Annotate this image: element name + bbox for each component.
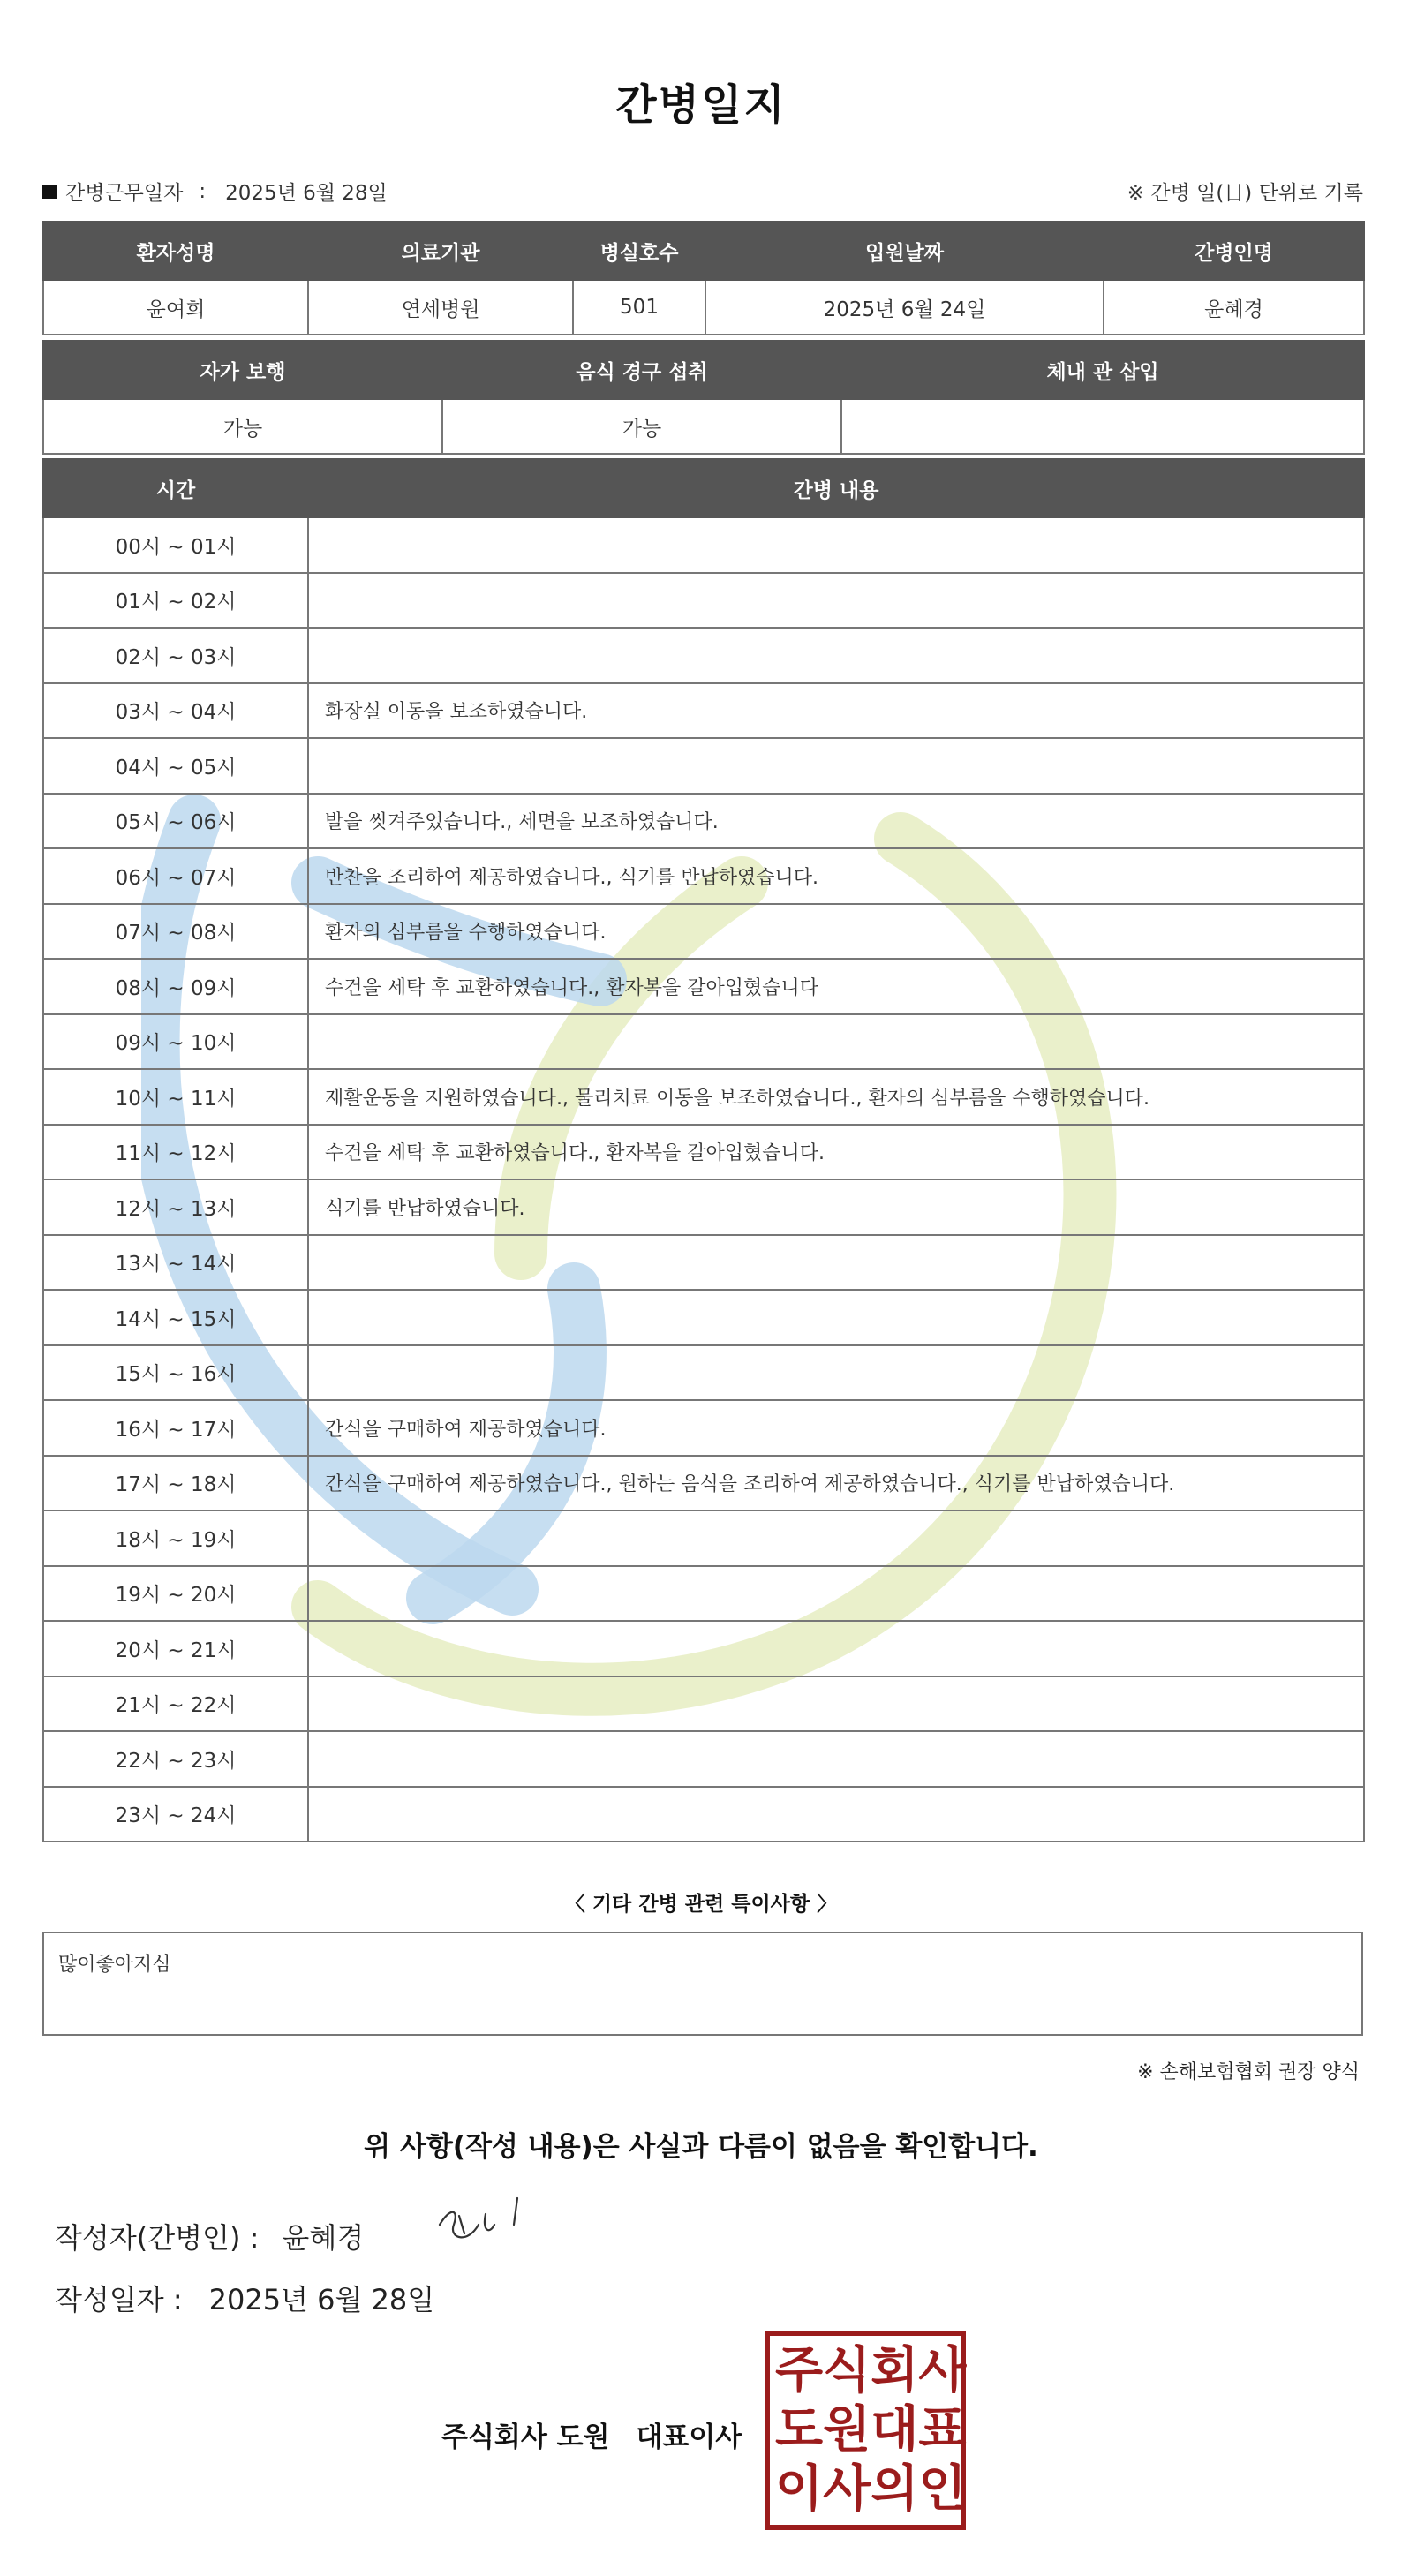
document-title: 간병일지 [615, 80, 787, 130]
care-content-cell [308, 1014, 1364, 1070]
care-log-row [43, 628, 1364, 683]
time-slot-cell: 21시 ~ 22시 [43, 1676, 308, 1732]
care-content-cell: 발을 씻겨주었습니다., 세면을 보조하였습니다. [308, 794, 1364, 849]
time-slot-cell: 09시 ~ 10시 [43, 1014, 308, 1070]
seal-character: 식 [823, 2341, 871, 2399]
patient-value-cell: 2025년 6월 24일 [705, 280, 1104, 335]
seal-character: 의 [871, 2460, 919, 2519]
care-content-cell: 간식을 구매하여 제공하였습니다., 원하는 음식을 조리하여 제공하였습니다., 식기를 반납하였습니다. [308, 1456, 1364, 1511]
care-log-row [43, 1235, 1364, 1291]
form-source-note: ※ 손해보험협회 권장 양식 [1137, 2061, 1360, 2083]
care-content-cell [308, 573, 1364, 629]
ability-value-row [43, 399, 1364, 454]
care-content-cell [308, 1621, 1364, 1676]
ability-header-cell: 체내 관 삽입 [841, 341, 1364, 399]
patient-header-cell: 환자성명 [43, 222, 308, 280]
care-log-row [43, 1676, 1364, 1732]
patient-header-cell: 간병인명 [1104, 222, 1364, 280]
time-slot-cell: 13시 ~ 14시 [43, 1235, 308, 1291]
care-log-row [43, 1510, 1364, 1566]
daily-record-note: ※ 간병 일(日) 단위로 기록 [1127, 182, 1363, 205]
care-content-cell [308, 1290, 1364, 1345]
time-slot-cell: 20시 ~ 21시 [43, 1621, 308, 1676]
ability-header-cell: 자가 보행 [43, 341, 442, 399]
patient-value-cell: 윤여희 [43, 280, 308, 335]
seal-character: 회 [871, 2341, 919, 2399]
written-date-row [55, 2278, 434, 2318]
care-log-row [43, 1621, 1364, 1676]
care-content-cell [308, 517, 1364, 573]
time-slot-cell: 07시 ~ 08시 [43, 904, 308, 960]
written-date-value: 2025년 6월 28일 [208, 2283, 435, 2316]
time-slot-cell: 19시 ~ 20시 [43, 1566, 308, 1622]
care-log-table [42, 458, 1365, 1842]
time-slot-cell: 22시 ~ 23시 [43, 1731, 308, 1787]
patient-header-row [43, 222, 1364, 280]
care-content-cell [308, 628, 1364, 683]
duty-date-label: 간병근무일자 [65, 182, 184, 205]
notes-box [42, 1932, 1363, 2036]
seal-character: 인 [918, 2460, 967, 2519]
ability-value-cell: 가능 [43, 399, 442, 454]
care-log-header-row [43, 459, 1364, 517]
patient-value-cell: 501 [573, 280, 705, 335]
care-log-row [43, 1345, 1364, 1401]
care-log-row [43, 1566, 1364, 1622]
care-log-row [43, 1125, 1364, 1180]
time-slot-cell: 04시 ~ 05시 [43, 738, 308, 794]
care-log-row [43, 1290, 1364, 1345]
handwritten-signature [433, 2189, 539, 2260]
care-content-cell: 반찬을 조리하여 제공하였습니다., 식기를 반납하였습니다. [308, 848, 1364, 904]
care-content-cell [308, 738, 1364, 794]
care-log-row [43, 794, 1364, 849]
time-slot-cell: 10시 ~ 11시 [43, 1069, 308, 1125]
written-date-label: 작성일자 : [55, 2283, 183, 2316]
notes-title: 〈 기타 간병 관련 특이사항 〉 [564, 1893, 838, 1916]
duty-date-value: 2025년 6월 28일 [225, 182, 388, 205]
seal-character: 사 [918, 2341, 967, 2399]
patient-header-cell: 의료기관 [308, 222, 573, 280]
square-bullet-icon [42, 185, 57, 199]
writer-row [55, 2216, 364, 2256]
care-log-row [43, 517, 1364, 573]
care-log-row [43, 1456, 1364, 1511]
care-content-cell [308, 1676, 1364, 1732]
time-slot-cell: 18시 ~ 19시 [43, 1510, 308, 1566]
care-log-row [43, 683, 1364, 739]
ability-value-cell [841, 399, 1364, 454]
care-content-cell [308, 1566, 1364, 1622]
care-log-row [43, 1069, 1364, 1125]
time-slot-cell: 08시 ~ 09시 [43, 959, 308, 1014]
time-slot-cell: 15시 ~ 16시 [43, 1345, 308, 1401]
care-log-row [43, 573, 1364, 629]
seal-character: 표 [918, 2400, 967, 2459]
care-content-cell: 간식을 구매하여 제공하였습니다. [308, 1400, 1364, 1456]
care-log-row [43, 1014, 1364, 1070]
care-log-row [43, 1400, 1364, 1456]
care-content-cell: 환자의 심부름을 수행하였습니다. [308, 904, 1364, 960]
seal-character: 대 [871, 2400, 919, 2459]
time-slot-cell: 11시 ~ 12시 [43, 1125, 308, 1180]
time-slot-cell: 05시 ~ 06시 [43, 794, 308, 849]
time-slot-cell: 01시 ~ 02시 [43, 573, 308, 629]
time-slot-cell: 16시 ~ 17시 [43, 1400, 308, 1456]
time-slot-cell: 14시 ~ 15시 [43, 1290, 308, 1345]
seal-character: 사 [823, 2460, 871, 2519]
notes-text: 많이좋아지심 [58, 1954, 171, 1976]
patient-ability-table [42, 340, 1365, 455]
patient-value-row [43, 280, 1364, 335]
care-content-cell: 수건을 세탁 후 교환하였습니다., 환자복을 갈아입혔습니다 [308, 959, 1364, 1014]
writer-label: 작성자(간병인) : [55, 2221, 260, 2255]
time-column-header: 시간 [43, 459, 308, 517]
company-seal-stamp [765, 2331, 966, 2530]
ceo-title: 대표이사 [636, 2422, 742, 2453]
duty-date-separator: : [199, 179, 207, 203]
patient-value-cell: 윤혜경 [1104, 280, 1364, 335]
ability-value-cell: 가능 [442, 399, 841, 454]
seal-character: 원 [823, 2400, 871, 2459]
time-slot-cell: 00시 ~ 01시 [43, 517, 308, 573]
seal-character: 도 [775, 2400, 824, 2459]
care-log-row [43, 904, 1364, 960]
care-content-cell [308, 1235, 1364, 1291]
care-column-header: 간병 내용 [308, 459, 1364, 517]
time-slot-cell: 02시 ~ 03시 [43, 628, 308, 683]
ability-header-cell: 음식 경구 섭취 [442, 341, 841, 399]
care-log-row [43, 1179, 1364, 1235]
time-slot-cell: 23시 ~ 24시 [43, 1787, 308, 1842]
seal-character: 주 [775, 2341, 824, 2399]
care-content-cell [308, 1787, 1364, 1842]
care-content-cell: 수건을 세탁 후 교환하였습니다., 환자복을 갈아입혔습니다. [308, 1125, 1364, 1180]
seal-character: 이 [775, 2460, 824, 2519]
time-slot-cell: 17시 ~ 18시 [43, 1456, 308, 1511]
care-log-row [43, 848, 1364, 904]
care-content-cell: 식기를 반납하였습니다. [308, 1179, 1364, 1235]
patient-value-cell: 연세병원 [308, 280, 573, 335]
care-content-cell [308, 1345, 1364, 1401]
patient-info-table [42, 221, 1365, 335]
patient-header-cell: 입원날짜 [705, 222, 1104, 280]
care-log-row [43, 959, 1364, 1014]
time-slot-cell: 06시 ~ 07시 [43, 848, 308, 904]
ability-header-row [43, 341, 1364, 399]
care-content-cell [308, 1731, 1364, 1787]
confirmation-statement: 위 사항(작성 내용)은 사실과 다름이 없음을 확인합니다. [364, 2131, 1038, 2163]
care-content-cell: 화장실 이동을 보조하였습니다. [308, 683, 1364, 739]
care-log-row [43, 1731, 1364, 1787]
care-content-cell: 재활운동을 지원하였습니다., 물리치료 이동을 보조하였습니다., 환자의 심부름을 수행하였습니다. [308, 1069, 1364, 1125]
time-slot-cell: 12시 ~ 13시 [43, 1179, 308, 1235]
writer-name: 윤혜경 [282, 2221, 365, 2255]
care-log-row [43, 1787, 1364, 1842]
duty-date-row [42, 177, 1363, 207]
time-slot-cell: 03시 ~ 04시 [43, 683, 308, 739]
company-signature-line [441, 2414, 742, 2454]
care-content-cell [308, 1510, 1364, 1566]
care-log-row [43, 738, 1364, 794]
patient-header-cell: 병실호수 [573, 222, 705, 280]
company-name: 주식회사 도원 [441, 2422, 610, 2453]
